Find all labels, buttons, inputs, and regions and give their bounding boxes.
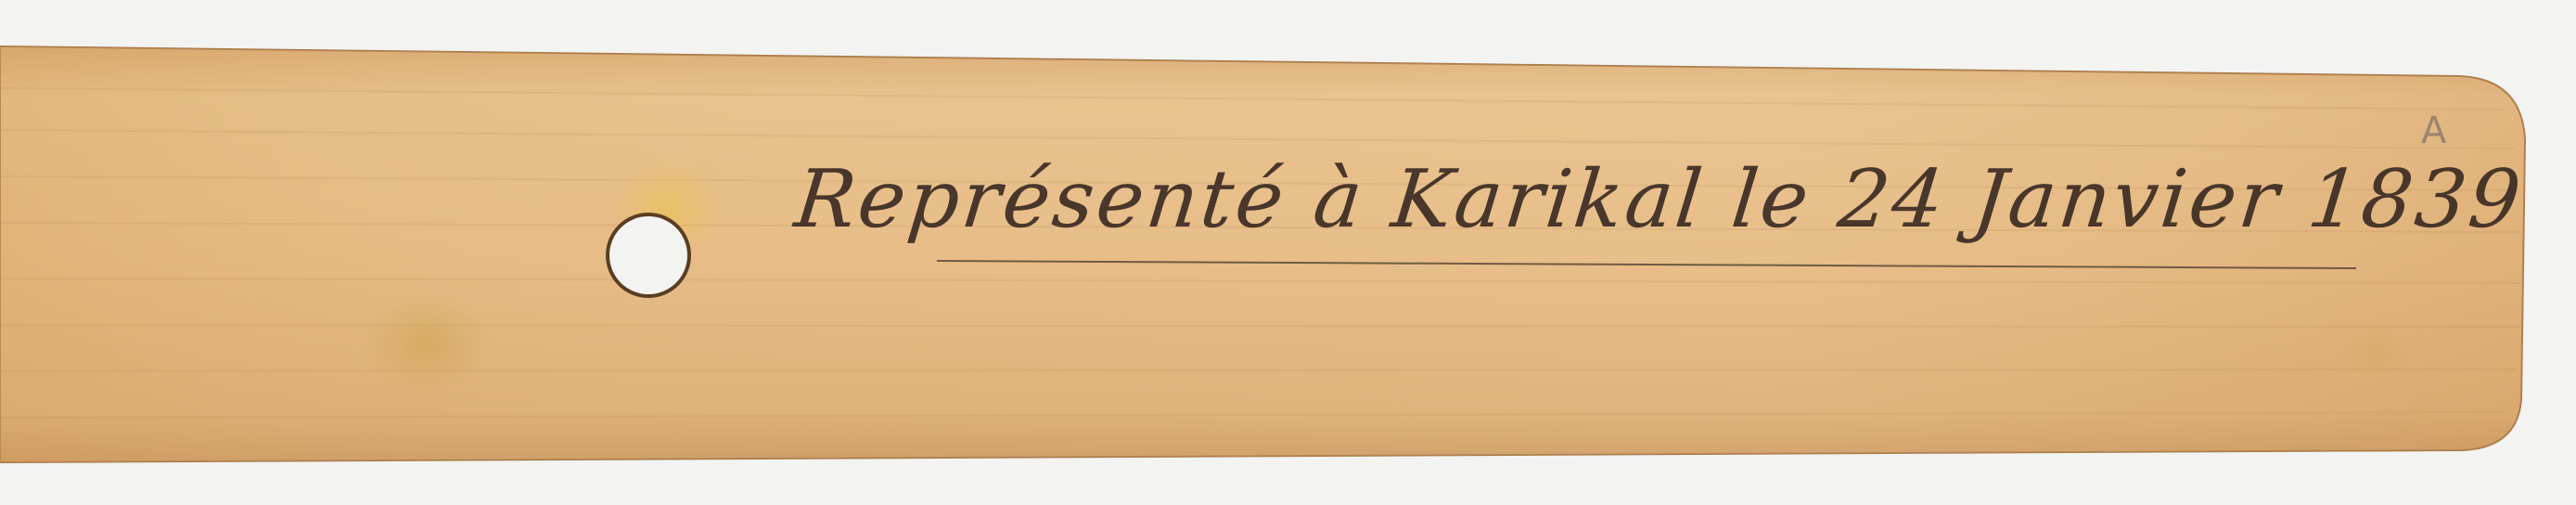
corner-mark: A bbox=[2421, 110, 2447, 152]
handwritten-inscription: Représenté à Karikal le 24 Janvier 1839 bbox=[790, 153, 2528, 246]
stain-mark bbox=[362, 292, 492, 395]
